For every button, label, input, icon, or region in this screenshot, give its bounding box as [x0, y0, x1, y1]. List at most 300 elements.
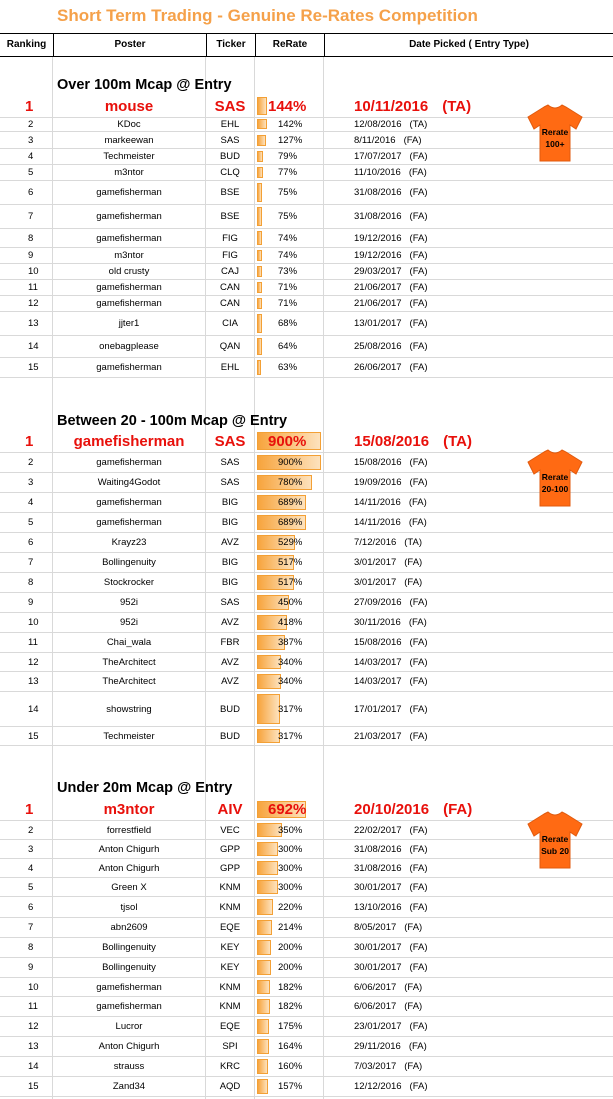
rank-cell: 15	[28, 1081, 39, 1092]
ticker-cell: AVZ	[221, 537, 239, 548]
section-title: Between 20 - 100m Mcap @ Entry	[57, 413, 288, 429]
table-row	[0, 493, 613, 513]
rerate-cell	[255, 1057, 323, 1076]
poster-cell: gamefisherman	[96, 232, 162, 244]
rerate-cell	[255, 938, 323, 957]
ticker-cell: AVZ	[221, 617, 239, 628]
date-value: 31/08/2016	[354, 211, 402, 222]
ticker-cell: BUD	[219, 703, 241, 715]
date-cell	[324, 248, 524, 263]
rank-cell: 7	[28, 211, 34, 222]
date-value: 21/03/2017	[354, 730, 402, 742]
poster-cell: gamefisherman	[96, 211, 162, 222]
poster-cell: gamefisherman	[96, 362, 162, 373]
ticker-cell: VEC	[220, 824, 240, 836]
rerate-cell	[255, 430, 323, 452]
table-row	[0, 453, 613, 473]
date-cell	[324, 997, 524, 1016]
entry-type: (FA)	[409, 151, 428, 162]
table-row	[0, 938, 613, 958]
table-row	[0, 181, 613, 205]
rank-cell: 1	[25, 801, 34, 818]
ticker-cell: CAJ	[221, 266, 239, 277]
date-cell	[324, 653, 524, 671]
rank-cell: 13	[28, 1041, 39, 1052]
date-cell	[324, 264, 524, 279]
rank-cell: 9	[28, 597, 34, 608]
rerate-value: 164%	[278, 1041, 303, 1052]
ticker-cell: SAS	[220, 597, 240, 608]
rerate-value: 73%	[278, 266, 298, 277]
rerate-cell	[255, 997, 323, 1016]
poster-cell: gamefisherman	[96, 497, 162, 508]
rerate-value: 71%	[278, 298, 298, 309]
date-cell	[324, 229, 524, 247]
date-value: 21/06/2017	[354, 298, 402, 309]
entry-type: (FA)	[404, 557, 423, 568]
poster-cell: m3ntor	[114, 167, 144, 178]
ticker-cell: BSE	[220, 187, 240, 198]
date-cell	[324, 296, 524, 311]
rerate-cell	[255, 248, 323, 263]
badge-sublabel: 100+	[545, 139, 565, 149]
entry-type: (FA)	[404, 577, 423, 588]
date-value: 11/10/2016	[354, 167, 401, 178]
tshirt-badge	[524, 448, 586, 508]
rerate-cell	[255, 799, 323, 820]
entry-type: (TA)	[443, 432, 472, 450]
poster-cell: Zand34	[112, 1081, 146, 1092]
rerate-value: 200%	[278, 962, 303, 973]
header-ticker: Ticker	[206, 34, 255, 56]
date-value: 29/03/2017	[354, 266, 402, 277]
rerate-cell	[255, 533, 323, 552]
date-value: 30/01/2017	[354, 962, 402, 973]
table-row	[0, 533, 613, 553]
rank-cell: 10	[28, 266, 39, 277]
table-row	[0, 840, 613, 859]
ticker-cell: KNM	[219, 981, 241, 993]
entry-type: (FA)	[409, 457, 428, 468]
rerate-value: 142%	[278, 118, 303, 130]
rerate-cell	[255, 573, 323, 592]
rank-cell: 10	[28, 981, 39, 993]
ticker-cell: SAS	[214, 432, 246, 450]
rerate-cell	[255, 229, 323, 247]
entry-type: (FA)	[409, 676, 428, 687]
rerate-cell	[255, 1077, 323, 1096]
rank-cell: 14	[28, 1061, 39, 1072]
date-cell	[324, 533, 524, 552]
poster-cell: Krayz23	[111, 537, 147, 548]
ticker-cell: CAN	[219, 282, 241, 293]
rank-cell: 3	[28, 843, 34, 855]
leader-row	[0, 430, 613, 453]
rerate-value: 75%	[278, 187, 298, 198]
ticker-cell: AVZ	[221, 656, 239, 668]
date-value: 10/11/2016	[354, 97, 429, 115]
rank-cell: 7	[28, 922, 34, 933]
rerate-cell	[255, 149, 323, 164]
date-cell	[324, 280, 524, 295]
rerate-value: 317%	[278, 730, 303, 742]
date-cell	[324, 312, 524, 335]
table-row	[0, 692, 613, 727]
rerate-value: 75%	[278, 211, 298, 222]
poster-cell: Green X	[111, 881, 147, 893]
entry-type: (FA)	[409, 656, 428, 668]
rerate-cell	[255, 918, 323, 937]
date-cell	[324, 205, 524, 228]
ticker-cell: SAS	[220, 477, 240, 488]
badge-label: Rerate	[541, 127, 569, 137]
date-value: 6/06/2017	[354, 1001, 397, 1012]
date-value: 17/07/2017	[354, 151, 402, 162]
poster-cell: abn2609	[110, 922, 148, 933]
rerate-cell	[255, 133, 323, 148]
table-row	[0, 859, 613, 878]
date-cell	[324, 958, 524, 977]
rank-cell: 11	[28, 282, 38, 293]
entry-type: (FA)	[408, 497, 427, 508]
entry-type: (FA)	[409, 962, 428, 973]
poster-cell: onebagplease	[99, 341, 159, 352]
date-value: 14/11/2016	[354, 497, 401, 508]
ticker-cell: QAN	[219, 341, 241, 352]
rank-cell: 8	[28, 577, 34, 588]
date-cell	[324, 1017, 524, 1036]
table-row	[0, 1037, 613, 1057]
rerate-cell	[255, 958, 323, 977]
table-row	[0, 1077, 613, 1097]
table-row	[0, 573, 613, 593]
rerate-cell	[255, 312, 323, 335]
table-row	[0, 593, 613, 613]
date-cell	[324, 821, 524, 839]
rank-cell: 15	[28, 730, 39, 742]
rank-cell: 2	[28, 457, 34, 468]
rank-cell: 7	[28, 557, 34, 568]
entry-type: (FA)	[409, 250, 428, 261]
rerate-value: 340%	[278, 676, 303, 687]
badge-label: Rerate	[541, 472, 569, 482]
table-row	[0, 473, 613, 493]
date-value: 26/06/2017	[354, 362, 402, 373]
poster-cell: Anton Chigurh	[98, 843, 160, 855]
rerate-value: 900%	[278, 457, 303, 468]
table-row	[0, 553, 613, 573]
entry-type: (FA)	[409, 881, 428, 893]
rerate-cell	[255, 264, 323, 279]
date-value: 6/06/2017	[354, 981, 397, 993]
ticker-cell: SAS	[220, 457, 240, 468]
entry-type: (FA)	[409, 362, 428, 373]
poster-cell: m3ntor	[114, 250, 144, 261]
section-title: Under 20m Mcap @ Entry	[57, 780, 233, 796]
rerate-value: 71%	[278, 282, 298, 293]
poster-cell: gamefisherman	[96, 187, 162, 198]
rank-cell: 1	[25, 432, 34, 450]
ticker-cell: AQD	[219, 1081, 241, 1092]
rerate-value: 317%	[278, 703, 303, 715]
table-row	[0, 978, 613, 997]
poster-cell: Anton Chigurh	[98, 862, 160, 874]
date-cell	[324, 95, 524, 117]
date-cell	[324, 672, 524, 691]
rerate-value: 74%	[278, 250, 298, 261]
rerate-cell	[255, 840, 323, 858]
table-row	[0, 878, 613, 897]
date-value: 27/09/2016	[354, 597, 402, 608]
date-cell	[324, 513, 524, 532]
rerate-value: 220%	[278, 901, 303, 913]
date-cell	[324, 493, 524, 512]
ticker-cell: CAN	[219, 298, 241, 309]
rank-cell: 9	[28, 962, 34, 973]
entry-type: (FA)	[409, 282, 428, 293]
poster-cell: 952i	[120, 617, 138, 628]
date-cell	[324, 133, 524, 148]
entry-type: (FA)	[443, 801, 473, 818]
rerate-cell	[255, 897, 323, 917]
date-cell	[324, 692, 524, 726]
date-value: 21/06/2017	[354, 282, 402, 293]
header-date: Date Picked ( Entry Type)	[324, 34, 613, 56]
ticker-cell: SPI	[222, 1041, 238, 1052]
poster-cell: mouse	[104, 97, 154, 115]
rank-cell: 6	[28, 537, 34, 548]
ticker-cell: SAS	[214, 97, 246, 115]
date-value: 15/08/2016	[354, 457, 402, 468]
rank-cell: 5	[28, 517, 34, 528]
rerate-value: 300%	[278, 862, 303, 874]
rerate-value: 160%	[278, 1061, 303, 1072]
poster-cell: Waiting4Godot	[97, 477, 161, 488]
rerate-cell	[255, 727, 323, 745]
badge-label: Rerate	[541, 834, 569, 844]
date-cell	[324, 978, 524, 996]
date-value: 7/12/2016	[354, 537, 397, 548]
rerate-cell	[255, 978, 323, 996]
table-row	[0, 312, 613, 336]
rerate-value: 350%	[278, 824, 303, 836]
rerate-value: 127%	[278, 135, 303, 146]
leader-row	[0, 799, 613, 821]
date-value: 14/03/2017	[354, 656, 402, 668]
ticker-cell: GPP	[219, 843, 241, 855]
rerate-value: 517%	[278, 557, 303, 568]
poster-cell: showstring	[106, 703, 152, 715]
ticker-cell: FBR	[220, 637, 240, 648]
rerate-cell	[255, 821, 323, 839]
date-cell	[324, 165, 524, 180]
entry-type: (FA)	[404, 981, 423, 993]
rerate-cell	[255, 453, 323, 472]
date-value: 31/08/2016	[354, 843, 402, 855]
poster-cell: forrestfield	[106, 824, 152, 836]
ticker-cell: BIG	[221, 577, 239, 588]
poster-cell: TheArchitect	[102, 656, 156, 668]
entry-type: (FA)	[409, 232, 428, 244]
date-value: 12/12/2016	[354, 1081, 402, 1092]
ticker-cell: FIG	[222, 250, 238, 261]
date-cell	[324, 897, 524, 917]
table-row	[0, 821, 613, 840]
table-row	[0, 117, 613, 132]
date-value: 19/12/2016	[354, 232, 402, 244]
date-cell	[324, 117, 524, 131]
rank-cell: 4	[28, 862, 34, 874]
table-row	[0, 727, 613, 746]
date-cell	[324, 878, 524, 896]
ticker-cell: AIV	[217, 801, 243, 818]
rank-cell: 12	[28, 1021, 39, 1032]
ticker-cell: EQE	[219, 922, 241, 933]
ticker-cell: BUD	[219, 730, 241, 742]
entry-type: (FA)	[409, 211, 428, 222]
entry-type: (TA)	[442, 97, 472, 115]
date-cell	[324, 181, 524, 204]
rank-cell: 8	[28, 942, 34, 953]
poster-cell: gamefisherman	[96, 298, 162, 309]
date-value: 7/03/2017	[354, 1061, 397, 1072]
header-poster: Poster	[53, 34, 206, 56]
poster-cell: Bollingenuity	[102, 962, 156, 973]
rerate-cell	[255, 165, 323, 180]
entry-type: (FA)	[404, 1061, 423, 1072]
rerate-value: 418%	[278, 617, 303, 628]
rerate-value: 692%	[268, 801, 307, 818]
rerate-value: 900%	[268, 432, 307, 450]
rerate-value: 79%	[278, 151, 298, 162]
poster-cell: 952i	[120, 597, 138, 608]
entry-type: (FA)	[409, 298, 428, 309]
poster-cell: Stockrocker	[103, 577, 155, 588]
rerate-value: 182%	[278, 1001, 303, 1012]
rerate-cell	[255, 1017, 323, 1036]
rerate-cell	[255, 181, 323, 204]
rerate-cell	[255, 878, 323, 896]
date-cell	[324, 938, 524, 957]
entry-type: (FA)	[409, 477, 428, 488]
rerate-cell	[255, 633, 323, 652]
date-cell	[324, 918, 524, 937]
ticker-cell: AVZ	[221, 676, 239, 687]
rerate-value: 64%	[278, 341, 298, 352]
rank-cell: 13	[28, 676, 39, 687]
date-value: 17/01/2017	[354, 703, 402, 715]
entry-type: (FA)	[409, 318, 428, 329]
date-cell	[324, 336, 524, 357]
rerate-value: 144%	[268, 97, 307, 115]
poster-cell: old crusty	[108, 266, 150, 277]
date-value: 30/01/2017	[354, 942, 402, 953]
table-row	[0, 958, 613, 978]
rerate-cell	[255, 672, 323, 691]
date-value: 8/05/2017	[354, 922, 397, 933]
entry-type: (FA)	[403, 135, 422, 146]
rank-cell: 3	[28, 135, 34, 146]
ticker-cell: EQE	[219, 1021, 241, 1032]
rank-cell: 11	[28, 637, 38, 648]
poster-cell: Chai_wala	[106, 637, 152, 648]
date-value: 14/11/2016	[354, 517, 401, 528]
rerate-cell	[255, 613, 323, 632]
ticker-cell: BIG	[221, 497, 239, 508]
rank-cell: 1	[25, 97, 34, 115]
rank-cell: 2	[28, 824, 34, 836]
poster-cell: jjter1	[118, 318, 140, 329]
poster-cell: TheArchitect	[102, 676, 156, 687]
poster-cell: Bollingenuity	[102, 557, 156, 568]
table-row	[0, 133, 613, 149]
rerate-value: 387%	[278, 637, 303, 648]
rerate-value: 182%	[278, 981, 303, 993]
rerate-cell	[255, 280, 323, 295]
date-value: 25/08/2016	[354, 341, 402, 352]
entry-type: (FA)	[409, 637, 428, 648]
rerate-value: 77%	[278, 167, 298, 178]
poster-cell: gamefisherman	[73, 432, 185, 450]
table-row	[0, 165, 613, 181]
date-value: 23/01/2017	[354, 1021, 402, 1032]
entry-type: (FA)	[409, 942, 428, 953]
rerate-value: 300%	[278, 843, 303, 855]
rerate-value: 200%	[278, 942, 303, 953]
rerate-cell	[255, 553, 323, 572]
rerate-cell	[255, 692, 323, 726]
poster-cell: tjsol	[120, 901, 138, 913]
date-cell	[324, 1057, 524, 1076]
date-value: 31/08/2016	[354, 862, 402, 874]
badge-sublabel: Sub 20	[541, 846, 569, 856]
entry-type: (FA)	[408, 167, 427, 178]
date-cell	[324, 859, 524, 877]
table-row	[0, 248, 613, 264]
rank-cell: 8	[28, 232, 34, 244]
rerate-cell	[255, 95, 323, 117]
rerate-cell	[255, 1037, 323, 1056]
table-row	[0, 918, 613, 938]
date-value: 31/08/2016	[354, 187, 402, 198]
date-value: 20/10/2016	[354, 801, 430, 818]
date-value: 8/11/2016	[354, 135, 396, 146]
date-value: 29/11/2016	[354, 1041, 401, 1052]
entry-type: (FA)	[409, 901, 428, 913]
rank-cell: 2	[28, 118, 34, 130]
date-value: 30/01/2017	[354, 881, 402, 893]
ticker-cell: KEY	[220, 962, 240, 973]
ticker-cell: KNM	[219, 881, 241, 893]
date-cell	[324, 613, 524, 632]
title-row	[0, 0, 613, 33]
poster-cell: strauss	[113, 1061, 145, 1072]
table-row	[0, 613, 613, 633]
table-row	[0, 997, 613, 1017]
rerate-cell	[255, 358, 323, 377]
table-row	[0, 653, 613, 672]
badge-sublabel: 20-100	[541, 484, 569, 494]
rerate-cell	[255, 653, 323, 671]
ticker-cell: FIG	[222, 232, 238, 244]
poster-cell: gamefisherman	[96, 517, 162, 528]
table-row	[0, 1017, 613, 1037]
entry-type: (FA)	[408, 517, 427, 528]
date-value: 19/12/2016	[354, 250, 402, 261]
date-cell	[324, 473, 524, 492]
date-value: 15/08/2016	[354, 432, 430, 450]
entry-type: (FA)	[408, 617, 427, 628]
